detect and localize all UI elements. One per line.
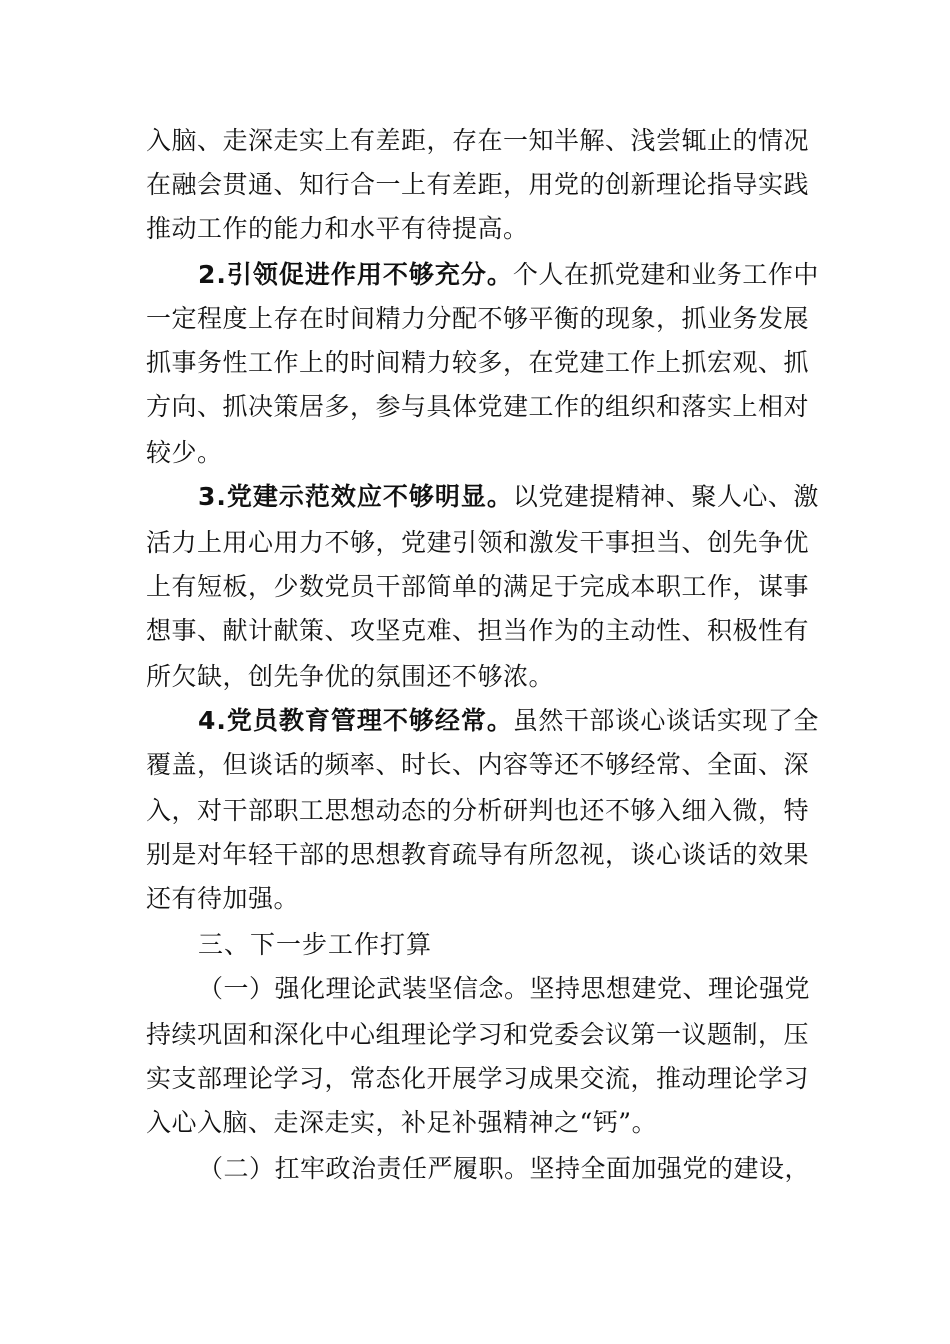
paragraph-line: 方向、抓决策居多，参与具体党建工作的组织和落实上相对 <box>146 392 810 421</box>
item4-first-rest: 虽然干部谈心谈话实现了全 <box>512 706 819 735</box>
item4-first-line <box>198 704 950 738</box>
paragraph-line: 一定程度上存在时间精力分配不够平衡的现象，抓业务发展 <box>146 304 810 333</box>
paragraph-line: 别是对年轻干部的思想教育疏导有所忽视，谈心谈话的效果 <box>146 840 810 869</box>
paragraph-line: 在融会贯通、知行合一上有差距，用党的创新理论指导实践 <box>146 170 810 199</box>
paragraph-line: 入心入脑、走深走实，补足补强精神之“钙”。 <box>146 1108 658 1137</box>
item3-first-rest: 以党建提精神、聚人心、激 <box>512 482 819 511</box>
item4-title: 4.党员教育管理不够经常。 <box>198 706 513 735</box>
paragraph-line: 覆盖，但谈话的频率、时长、内容等还不够经常、全面、深 <box>146 750 810 779</box>
sub1-first-line: （一）强化理论武装坚信念。坚持思想建党、理论强党 <box>198 974 811 1003</box>
paragraph-line: 想事、献计献策、攻坚克难、担当作为的主动性、积极性有 <box>146 616 810 645</box>
item3-title: 3.党建示范效应不够明显。 <box>198 482 513 511</box>
paragraph-line: 上有短板，少数党员干部简单的满足于完成本职工作，谋事 <box>146 572 810 601</box>
paragraph-line: 抓事务性工作上的时间精力较多，在党建工作上抓宏观、抓 <box>146 348 810 377</box>
item2-first-rest: 个人在抓党建和业务工作中 <box>512 260 819 289</box>
sub2-first-line: （二）扛牢政治责任严履职。坚持全面加强党的建设， <box>198 1154 811 1183</box>
paragraph-line: 持续巩固和深化中心组理论学习和党委会议第一议题制，压 <box>146 1020 810 1049</box>
paragraph-line: 所欠缺，创先争优的氛围还不够浓。 <box>146 662 555 691</box>
paragraph-line: 较少。 <box>146 438 223 467</box>
paragraph-line: 推动工作的能力和水平有待提高。 <box>146 214 529 243</box>
item2-first-line <box>198 258 950 292</box>
paragraph-line: 活力上用心用力不够，党建引领和激发干事担当、创先争优 <box>146 528 810 557</box>
paragraph-line: 入脑、走深走实上有差距，存在一知半解、浅尝辄止的情况 <box>146 126 810 155</box>
paragraph-line: 实支部理论学习，常态化开展学习成果交流，推动理论学习 <box>146 1064 810 1093</box>
item3-first-line <box>198 480 950 514</box>
paragraph-line: 还有待加强。 <box>146 884 300 913</box>
item2-title: 2.引领促进作用不够充分。 <box>198 260 513 289</box>
paragraph-line: 入，对干部职工思想动态的分析研判也还不够入细入微，特 <box>146 796 810 825</box>
section-heading: 三、下一步工作打算 <box>198 930 433 959</box>
